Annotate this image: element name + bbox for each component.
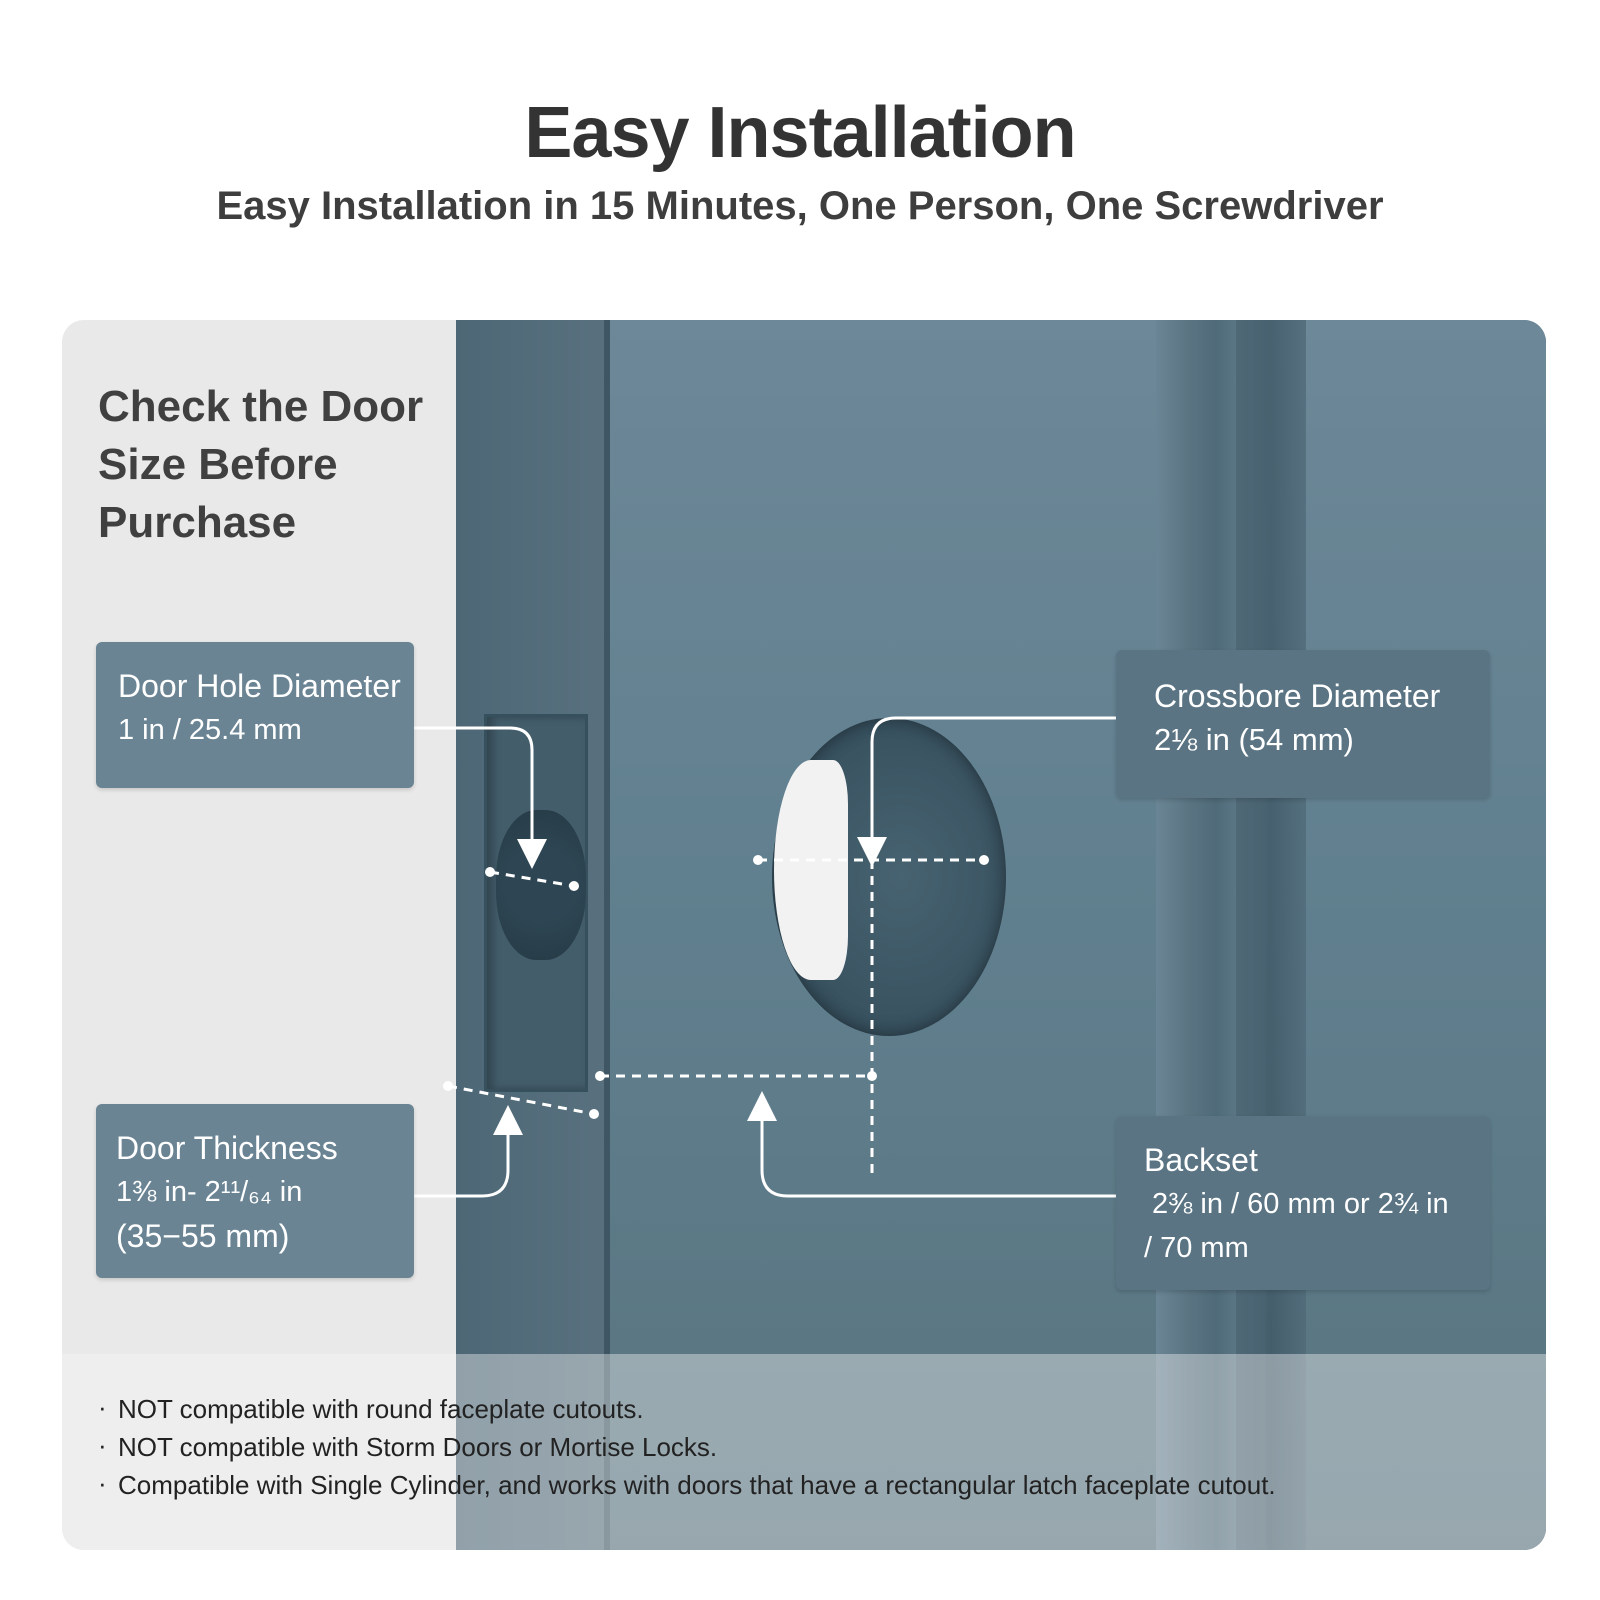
backset-value-cont: / 70 mm <box>1144 1232 1249 1264</box>
door-hole-diameter-box <box>96 642 414 788</box>
backset-leader <box>762 1106 1116 1196</box>
crossbore-diameter-title: Crossbore Diameter <box>1154 678 1441 714</box>
backset-value: 2⅜ in / 60 mm or 2¾ in <box>1144 1188 1449 1220</box>
page-title: Easy Installation <box>524 93 1076 173</box>
heading-line: Purchase <box>98 498 297 547</box>
crossbore-diameter-value: 2⅛ in (54 mm) <box>1154 722 1354 757</box>
backset-box <box>1116 1116 1490 1290</box>
thickness-dimension <box>448 1086 594 1114</box>
heading-line: Check the Door <box>98 382 424 431</box>
note-item: · Compatible with Single Cylinder, and works with doors that have a rectangular latch faceplate cutout. <box>98 1466 1276 1504</box>
door-hole-diameter-title: Door Hole Diameter <box>118 668 401 704</box>
door-thickness-value-metric: (35−55 mm) <box>116 1218 290 1254</box>
note-item: · NOT compatible with Storm Doors or Mortise Locks. <box>98 1428 1276 1466</box>
backset-title: Backset <box>1144 1142 1258 1178</box>
heading-line: Size Before <box>98 440 338 489</box>
door-thickness-value: 1⅜ in- 2¹¹/₆₄ in <box>116 1176 303 1208</box>
installation-card <box>62 320 1546 1550</box>
door-hole-leader <box>414 728 532 854</box>
page-subtitle: Easy Installation in 15 Minutes, One Person, One Screwdriver <box>216 184 1384 228</box>
thickness-leader <box>414 1120 508 1196</box>
crossbore-diameter-box <box>1116 650 1490 798</box>
measurement-lines <box>62 320 1546 1550</box>
door-hole-diameter-value: 1 in / 25.4 mm <box>118 714 302 746</box>
compatibility-notes <box>98 1390 1276 1504</box>
door-thickness-title: Door Thickness <box>116 1130 338 1166</box>
door-thickness-box <box>96 1104 414 1278</box>
door-hole-dimension <box>490 872 574 886</box>
note-item: · NOT compatible with round faceplate cutouts. <box>98 1390 1276 1428</box>
crossbore-leader <box>872 718 1116 852</box>
